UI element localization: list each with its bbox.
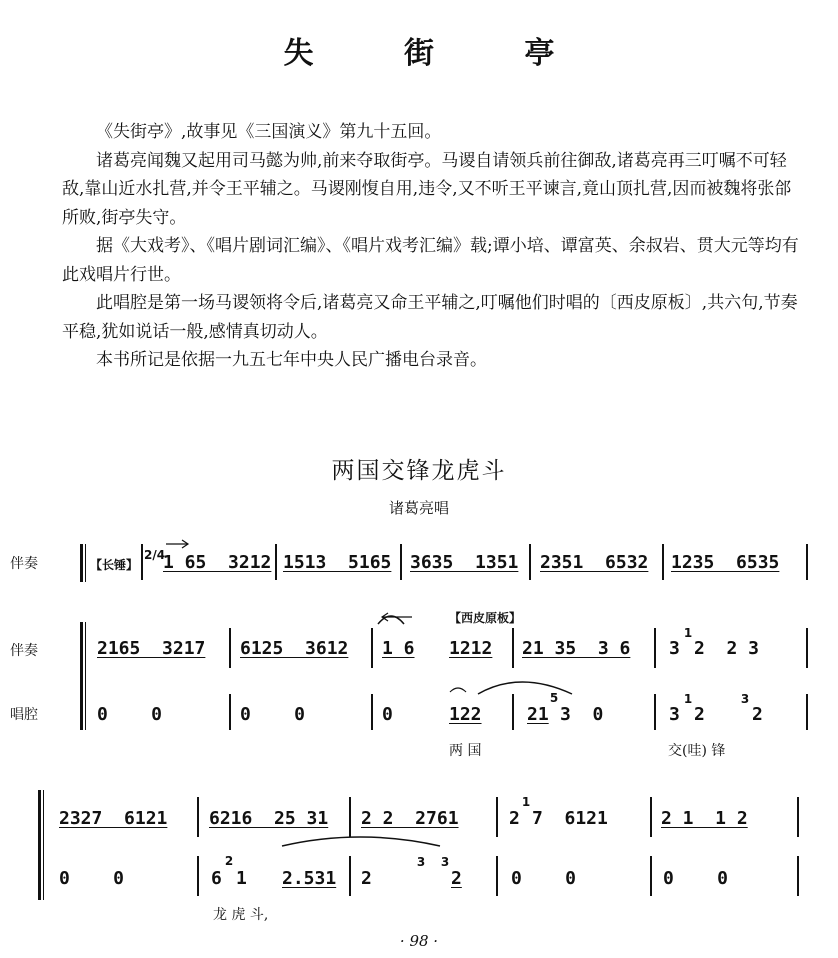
vocal-note: 2 <box>361 868 372 889</box>
vocal-note: 2 <box>694 704 705 725</box>
tie-arc <box>450 688 466 692</box>
accomp-measure: 1 6 <box>382 638 415 659</box>
accomp-measure: 2351 6532 <box>540 552 649 573</box>
vocal-measure: 0 0 <box>97 704 163 725</box>
vocal-note: 3 <box>669 704 680 725</box>
accomp-measure: 6125 3612 <box>240 638 349 659</box>
accomp-measure: 2327 6121 <box>59 808 168 829</box>
accomp-measure: 1212 <box>449 638 493 659</box>
barline <box>349 797 351 837</box>
intro-paragraph: 诸葛亮闻魏又起用司马懿为帅,前来夺取街亭。马谡自请领兵前往御敌,诸葛亮再三叮嘱不可轻敌,靠山近水扎营,并令王平辅之。马谡刚愎自用,违令,又不听王平谏言,竟山顶扎营,因而被魏将张郃所败,街亭失守。 <box>62 150 792 228</box>
slur-arc <box>282 837 440 846</box>
vocal-note: 2 <box>451 868 462 889</box>
accomp-label: 伴奏 <box>10 643 38 659</box>
vocal-measure: 0 0 <box>663 868 729 889</box>
barline <box>197 797 199 837</box>
song-title: 两国交锋龙虎斗 <box>331 458 507 484</box>
lyrics: 交(哇) 锋 <box>668 743 726 759</box>
accomp-measure: 2165 3217 <box>97 638 206 659</box>
barline <box>650 856 652 896</box>
grace-note: 3 <box>416 855 426 869</box>
intro-paragraph: 据《大戏考》、《唱片剧词汇编》、《唱片戏考汇编》载;谭小培、谭富英、余叔岩、贯大元等均有此戏唱片行世。 <box>62 236 799 285</box>
vocal-measure: 0 0 <box>511 868 577 889</box>
barline <box>197 856 199 896</box>
vocal-measure: 3 0 <box>560 704 604 725</box>
vocal-note: 21 <box>527 704 549 725</box>
lyrics: 两 国 <box>449 743 482 759</box>
accomp-measure: 1235 6535 <box>671 552 780 573</box>
vocal-note: 2 <box>752 704 763 725</box>
barline <box>650 797 652 837</box>
barline <box>797 797 799 837</box>
accomp-measure: 3635 1351 <box>410 552 519 573</box>
accomp-note: 3 <box>669 638 680 659</box>
xipi-yuanban-tag: 【西皮原板】 <box>449 611 522 625</box>
accomp-measure: 6216 25 31 <box>209 808 329 829</box>
accomp-measure: 2 1 1 2 <box>661 808 748 829</box>
vocal-measure: 0 <box>382 704 393 725</box>
system-line <box>43 790 44 900</box>
vocal-note: 1 <box>236 868 247 889</box>
barline <box>797 856 799 896</box>
grace-note: 1 <box>683 626 693 640</box>
page-number: · 98 · <box>399 932 439 950</box>
lyrics: 龙 虎 斗, <box>213 907 269 923</box>
intro-paragraph: 本书所记是依据一九五七年中央人民广播电台录音。 <box>96 350 487 370</box>
vocal-measure: 0 0 <box>59 868 125 889</box>
grace-note: 5 <box>549 691 559 705</box>
changchui-tag: 【长锤】 <box>90 558 139 572</box>
vocal-measure: 0 0 <box>240 704 306 725</box>
grace-note: 2 <box>224 854 234 868</box>
accomp-measure: 2 2 3 <box>694 638 760 659</box>
time-signature: 2/4 <box>144 548 166 562</box>
barline <box>496 797 498 837</box>
vocal-measure: 2.531 <box>282 868 337 889</box>
vocal-note: 6 <box>211 868 222 889</box>
intro-paragraph: 《失街亭》,故事见《三国演义》第九十五回。 <box>96 122 442 142</box>
intro-paragraph: 此唱腔是第一场马谡领将令后,诸葛亮又命王平辅之,叮嘱他们时唱的〔西皮原板〕,共六句,节奏平稳,犹如说话一般,感情真切动人。 <box>62 293 798 342</box>
accomp-measure: 2 2 2761 <box>361 808 459 829</box>
vocal-label: 唱腔 <box>10 707 38 723</box>
grace-note: 3 <box>740 692 750 706</box>
barline <box>349 856 351 896</box>
grace-note: 1 <box>683 692 693 706</box>
singer-credit: 诸葛亮唱 <box>388 499 449 517</box>
grace-note: 3 <box>440 855 450 869</box>
slur-arc <box>478 682 572 694</box>
vocal-measure: 122 <box>449 704 482 725</box>
accomp-note: 2 <box>509 808 520 829</box>
barline <box>496 856 498 896</box>
accomp-measure: 1513 5165 <box>283 552 392 573</box>
accomp-measure: 21 35 3 6 <box>522 638 631 659</box>
page-title: 失 街 亭 <box>283 36 595 71</box>
accomp-label: 伴奏 <box>10 556 38 572</box>
accomp-measure: 7 6121 <box>532 808 608 829</box>
system-brace <box>38 790 41 900</box>
grace-note: 1 <box>521 795 531 809</box>
accomp-measure: 1 65 3212 <box>163 552 272 573</box>
